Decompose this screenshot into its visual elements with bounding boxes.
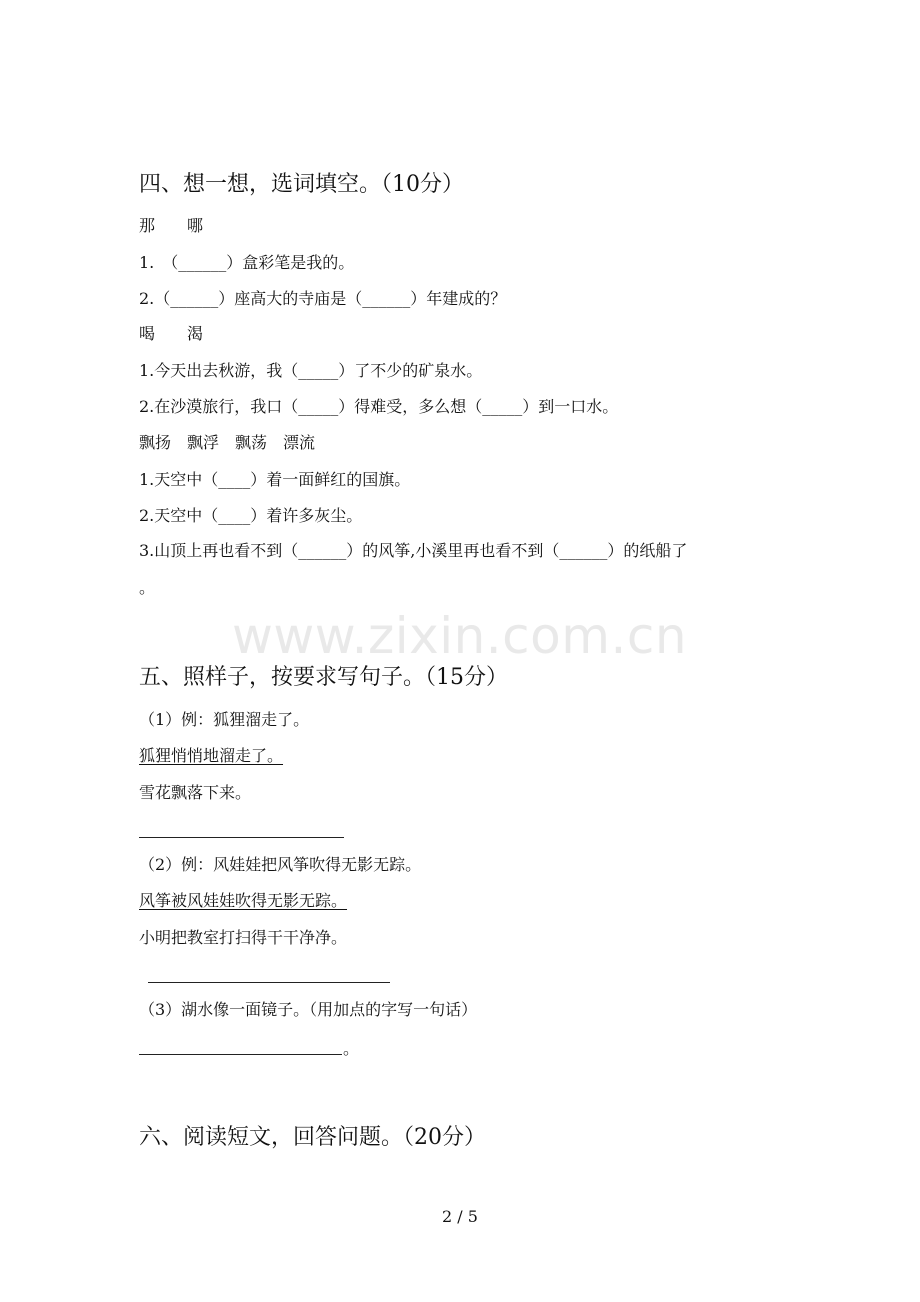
word-choices-1: 那 哪 <box>139 216 204 235</box>
section-4-title: 四、想一想，选词填空。（10分） <box>139 172 464 197</box>
section-6-title: 六、阅读短文，回答问题。（20分） <box>139 1125 486 1150</box>
question-line: 1. （______）盒彩笔是我的。 <box>139 253 355 272</box>
question-line: 1.今天出去秋游，我（_____）了不少的矿泉水。 <box>139 361 483 380</box>
question-line-end: 。 <box>139 578 156 597</box>
page-number: 2 / 5 <box>442 1207 478 1226</box>
answer-line[interactable] <box>148 982 390 983</box>
answer-line[interactable] <box>139 1054 342 1055</box>
example-line: （3）湖水像一面镜子。（用加点的字写一句话） <box>139 1000 478 1019</box>
question-line: 2.（______）座高大的寺庙是（______）年建成的？ <box>139 289 507 308</box>
question-line: 3.山顶上再也看不到（______）的风筝,小溪里再也看不到（______）的纸船了 <box>139 541 688 560</box>
word-choices-2: 喝 渴 <box>139 324 204 343</box>
watermark: www.zixin.com.cn <box>232 607 688 665</box>
answer-line-end: 。 <box>343 1039 360 1058</box>
task-sentence: 小明把教室打扫得干干净净。 <box>139 928 348 947</box>
section-5-title: 五、照样子，按要求写句子。（15分） <box>139 665 508 690</box>
example-line: （1）例：狐狸溜走了。 <box>139 710 310 729</box>
example-answer: 风筝被风娃娃吹得无影无踪。 <box>139 891 348 910</box>
example-line: （2）例：风娃娃把风筝吹得无影无踪。 <box>139 855 422 874</box>
answer-line[interactable] <box>139 837 344 838</box>
task-sentence: 雪花飘落下来。 <box>139 783 252 802</box>
example-answer: 狐狸悄悄地溜走了。 <box>139 746 284 765</box>
question-line: 1.天空中（____）着一面鲜红的国旗。 <box>139 470 411 489</box>
word-choices-3: 飘扬 飘浮 飘荡 漂流 <box>139 433 316 452</box>
question-line: 2.天空中（____）着许多灰尘。 <box>139 506 363 525</box>
question-line: 2.在沙漠旅行，我口（_____）得难受，多么想（_____）到一口水。 <box>139 397 619 416</box>
